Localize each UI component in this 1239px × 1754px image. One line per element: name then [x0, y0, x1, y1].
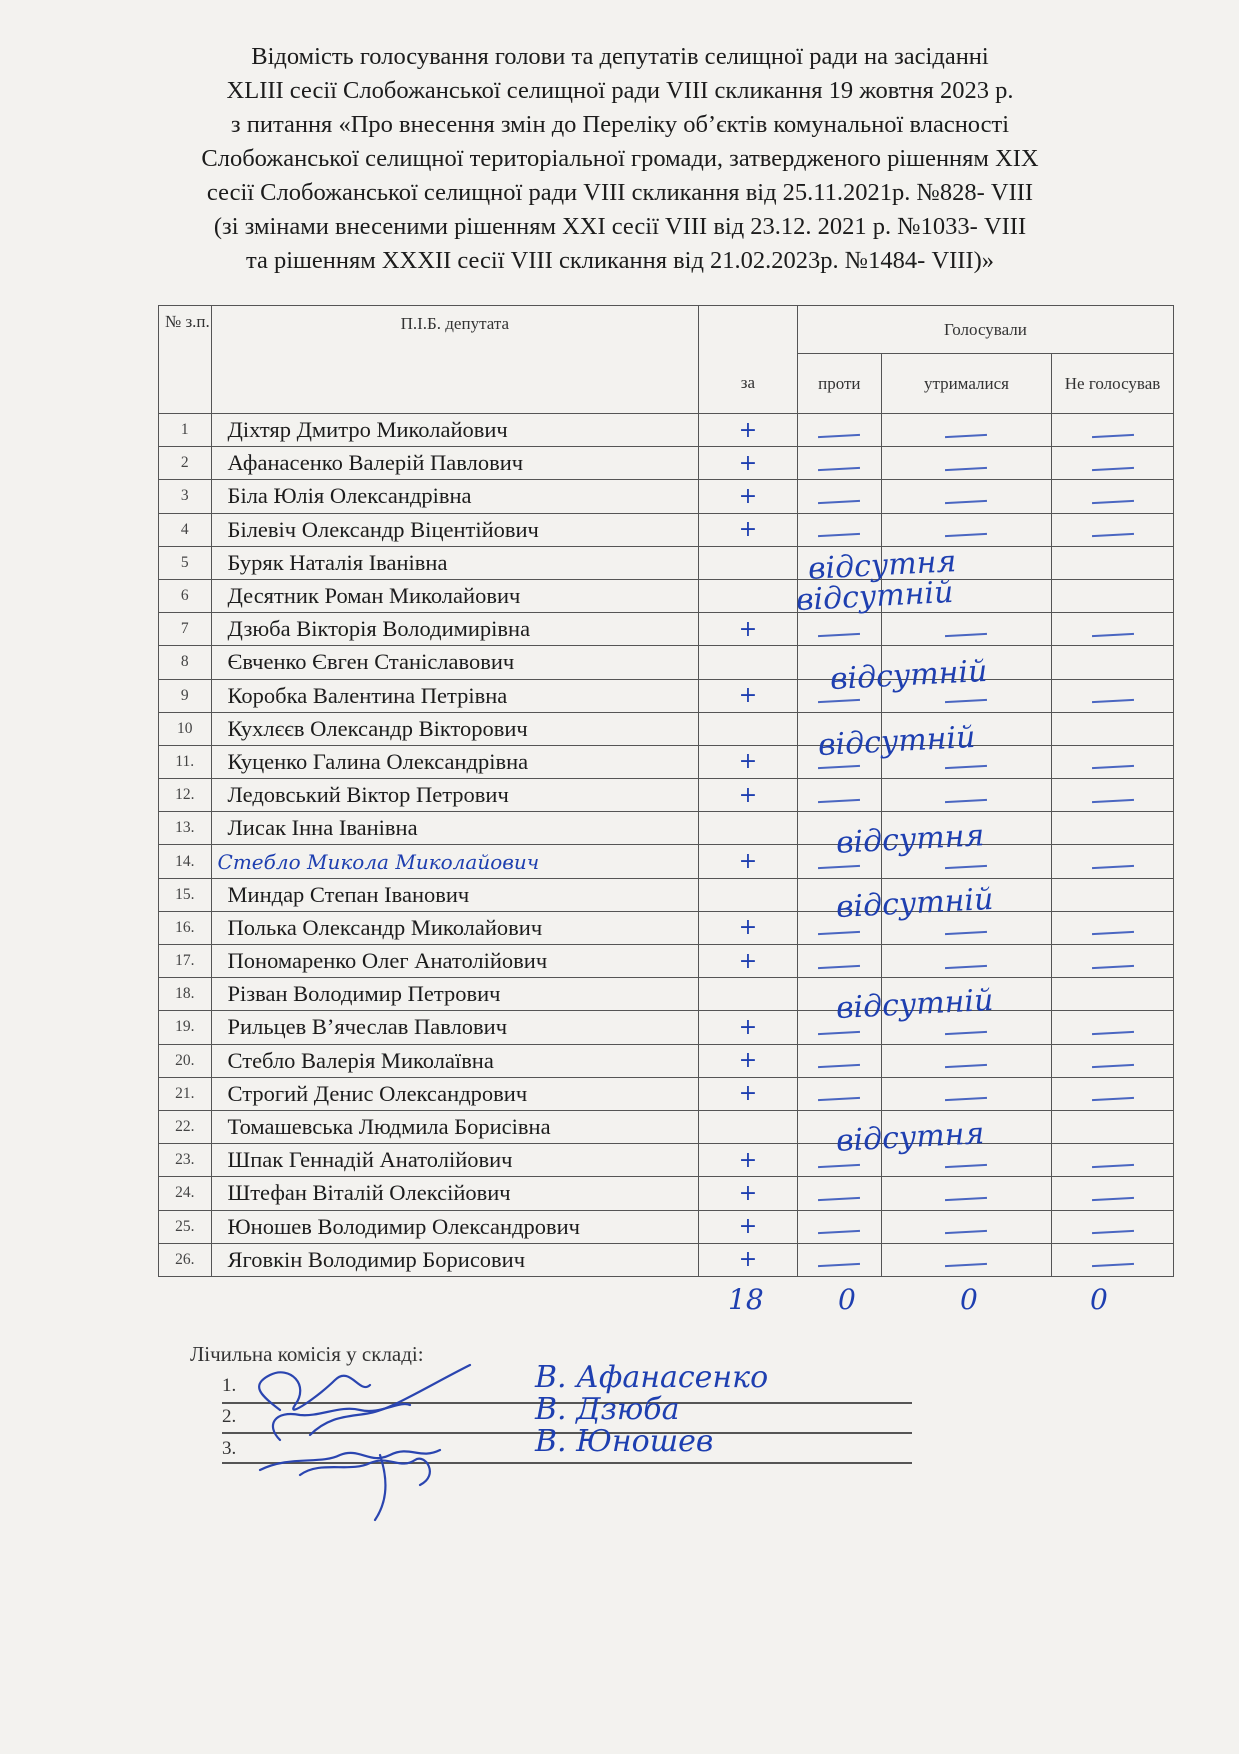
dash-mark — [945, 1031, 987, 1035]
vote-not-voted-cell — [1052, 812, 1174, 845]
absent-note: відсутня — [835, 818, 986, 861]
deputy-name: Томашевська Людмила Борисівна — [211, 1110, 699, 1143]
row-num: 2 — [159, 447, 212, 480]
vote-not-voted-cell — [1052, 579, 1174, 612]
vote-for-cell — [699, 812, 798, 845]
vote-not-voted-cell — [1052, 911, 1174, 944]
deputy-name: Куценко Галина Олександрівна — [211, 745, 699, 778]
dash-mark — [1092, 964, 1134, 968]
deputy-name: Стебло Микола Миколайович — [211, 845, 699, 878]
dash-mark — [1092, 765, 1134, 769]
vote-for-cell — [699, 1144, 798, 1177]
vote-abstained-cell — [881, 447, 1051, 480]
dash-mark — [818, 1164, 860, 1168]
dash-mark — [1092, 1164, 1134, 1168]
vote-against-cell — [797, 1177, 881, 1210]
table-row — [159, 779, 1174, 812]
dash-mark — [1092, 1197, 1134, 1201]
dash-mark — [818, 699, 860, 703]
vote-for-cell — [699, 712, 798, 745]
dash-mark — [945, 964, 987, 968]
vote-not-voted-cell — [1052, 1011, 1174, 1044]
title-line: (зі змінами внесеними рішенням XXI сесії VIII від 23.12. 2021 р. №1033- VIII — [213, 213, 1027, 240]
plus-mark: + — [738, 948, 758, 974]
vote-against-cell — [797, 1044, 881, 1077]
row-num: 7 — [159, 613, 212, 646]
table-row — [159, 513, 1174, 546]
vote-not-voted-cell — [1052, 679, 1174, 712]
plus-mark: + — [738, 1081, 758, 1107]
vote-for-cell — [699, 845, 798, 878]
title-line: XLIII сесії Слобожанської селищної ради VIII скликання 19 жовтня 2023 р. — [226, 77, 1014, 104]
vote-not-voted-cell — [1052, 712, 1174, 745]
row-num: 13. — [159, 812, 212, 845]
total-for: 18 — [728, 1283, 764, 1316]
plus-mark: + — [738, 915, 758, 941]
dash-mark — [945, 765, 987, 769]
commission-label: Лічильна комісія у складі: — [190, 1342, 424, 1366]
row-num: 12. — [159, 779, 212, 812]
table-row — [159, 1177, 1174, 1210]
table-row — [159, 480, 1174, 513]
vote-not-voted-cell — [1052, 480, 1174, 513]
header-num: № з.п. — [159, 306, 212, 414]
plus-mark: + — [738, 616, 758, 642]
vote-for-cell — [699, 414, 798, 447]
table-row — [159, 911, 1174, 944]
vote-not-voted-cell — [1052, 447, 1174, 480]
row-num: 16. — [159, 911, 212, 944]
vote-against-cell — [797, 447, 881, 480]
vote-for-cell — [699, 613, 798, 646]
vote-not-voted-cell — [1052, 779, 1174, 812]
plus-mark: + — [738, 483, 758, 509]
table-row — [159, 878, 1174, 911]
dash-mark — [1092, 467, 1134, 471]
table-row — [159, 845, 1174, 878]
dash-mark — [945, 931, 987, 935]
deputy-name: Буряк Наталія Іванівна — [211, 546, 699, 579]
dash-mark — [945, 1064, 987, 1068]
table-row — [159, 679, 1174, 712]
absent-note: відсутній — [835, 881, 995, 926]
plus-mark: + — [738, 683, 758, 709]
deputy-name: Євченко Євген Станіславович — [211, 646, 699, 679]
vote-table — [158, 305, 1174, 1277]
vote-abstained-cell — [881, 513, 1051, 546]
vote-for-cell — [699, 978, 798, 1011]
vote-abstained-cell — [881, 613, 1051, 646]
deputy-name: Білевіч Олександр Віцентійович — [211, 513, 699, 546]
dash-mark — [1092, 533, 1134, 537]
dash-mark — [1092, 1263, 1134, 1267]
plus-mark: + — [738, 417, 758, 443]
vote-for-cell — [699, 679, 798, 712]
row-num: 10 — [159, 712, 212, 745]
table-row — [159, 1144, 1174, 1177]
plus-mark: + — [738, 749, 758, 775]
header-not-voted: Не голосував — [1052, 354, 1174, 414]
deputy-name: Коробка Валентина Петрівна — [211, 679, 699, 712]
dash-mark — [945, 467, 987, 471]
vote-against-cell — [797, 945, 881, 978]
dash-mark — [1092, 433, 1134, 437]
commission-member-name: В. Дзюба — [535, 1392, 680, 1427]
vote-for-cell — [699, 480, 798, 513]
table-row — [159, 1044, 1174, 1077]
absent-note: відсутній — [817, 719, 977, 764]
plus-mark: + — [738, 517, 758, 543]
dash-mark — [818, 1097, 860, 1101]
row-num: 5 — [159, 546, 212, 579]
vote-for-cell — [699, 646, 798, 679]
row-num: 6 — [159, 579, 212, 612]
plus-mark: + — [738, 849, 758, 875]
deputy-name: Рильцев В’ячеслав Павлович — [211, 1011, 699, 1044]
absent-note: відсутній — [795, 574, 955, 619]
title-line: з питання «Про внесення змін до Переліку об’єктів комунальної власності — [230, 111, 1010, 138]
deputy-name: Пономаренко Олег Анатолійович — [211, 945, 699, 978]
deputy-name: Дзюба Вікторія Володимирівна — [211, 613, 699, 646]
vote-for-cell — [699, 1177, 798, 1210]
vote-for-cell — [699, 546, 798, 579]
dash-mark — [1092, 500, 1134, 504]
vote-abstained-cell — [881, 414, 1051, 447]
vote-for-cell — [699, 1110, 798, 1143]
title-line: Відомість голосування голови та депутатів селищної ради на засіданні — [251, 43, 989, 70]
deputy-name: Штефан Віталій Олексійович — [211, 1177, 699, 1210]
table-row — [159, 546, 1174, 579]
plus-mark: + — [738, 450, 758, 476]
vote-abstained-cell — [881, 779, 1051, 812]
vote-not-voted-cell — [1052, 1044, 1174, 1077]
row-num: 4 — [159, 513, 212, 546]
commission-num: 1. — [222, 1375, 237, 1396]
vote-not-voted-cell — [1052, 646, 1174, 679]
table-row — [159, 613, 1174, 646]
deputy-name: Яговкін Володимир Борисович — [211, 1243, 699, 1276]
vote-for-cell — [699, 447, 798, 480]
deputy-name: Лисак Інна Іванівна — [211, 812, 699, 845]
vote-for-cell — [699, 1210, 798, 1243]
header-for: за — [699, 354, 798, 414]
table-row — [159, 579, 1174, 612]
row-num: 23. — [159, 1144, 212, 1177]
row-num: 17. — [159, 945, 212, 978]
row-num: 15. — [159, 878, 212, 911]
vote-not-voted-cell — [1052, 1077, 1174, 1110]
row-num: 22. — [159, 1110, 212, 1143]
plus-mark: + — [738, 1180, 758, 1206]
dash-mark — [818, 765, 860, 769]
vote-abstained-cell — [881, 1243, 1051, 1276]
dash-mark — [945, 1097, 987, 1101]
row-num: 21. — [159, 1077, 212, 1110]
commission-num: 2. — [222, 1406, 237, 1427]
vote-for-cell — [699, 513, 798, 546]
plus-mark: + — [738, 1214, 758, 1240]
vote-against-cell — [797, 613, 881, 646]
title-line: та рішенням XXXII сесії VIII скликання від 21.02.2023р. №1484- VIII)» — [245, 247, 995, 274]
header-name: П.І.Б. депутата — [211, 306, 699, 414]
vote-against-cell — [797, 1077, 881, 1110]
table-row — [159, 812, 1174, 845]
header-voted: Голосували — [797, 306, 1173, 354]
row-num: 9 — [159, 679, 212, 712]
table-row — [159, 1011, 1174, 1044]
table-row — [159, 1077, 1174, 1110]
dash-mark — [818, 964, 860, 968]
vote-for-cell — [699, 579, 798, 612]
total-abstained: 0 — [960, 1283, 978, 1316]
absent-note: відсутня — [835, 1116, 986, 1159]
dash-mark — [818, 467, 860, 471]
row-num: 1 — [159, 414, 212, 447]
vote-not-voted-cell — [1052, 1110, 1174, 1143]
deputy-name: Афанасенко Валерій Павлович — [211, 447, 699, 480]
dash-mark — [945, 1230, 987, 1234]
vote-for-cell — [699, 1243, 798, 1276]
vote-against-cell — [797, 480, 881, 513]
dash-mark — [818, 1230, 860, 1234]
dash-mark — [1092, 699, 1134, 703]
vote-not-voted-cell — [1052, 945, 1174, 978]
row-num: 14. — [159, 845, 212, 878]
row-num: 20. — [159, 1044, 212, 1077]
vote-not-voted-cell — [1052, 878, 1174, 911]
header-abstained: утрималися — [881, 354, 1051, 414]
dash-mark — [945, 865, 987, 869]
dash-mark — [818, 1263, 860, 1267]
dash-mark — [818, 799, 860, 803]
table-row — [159, 447, 1174, 480]
dash-mark — [1092, 1230, 1134, 1234]
row-num: 18. — [159, 978, 212, 1011]
dash-mark — [945, 1263, 987, 1267]
absent-note: відсутня — [807, 544, 958, 587]
deputy-name: Полька Олександр Миколайович — [211, 911, 699, 944]
vote-not-voted-cell — [1052, 1243, 1174, 1276]
vote-not-voted-cell — [1052, 745, 1174, 778]
vote-not-voted-cell — [1052, 1144, 1174, 1177]
vote-not-voted-cell — [1052, 978, 1174, 1011]
table-row — [159, 646, 1174, 679]
dash-mark — [818, 1197, 860, 1201]
vote-against-cell — [797, 414, 881, 447]
table-row — [159, 414, 1174, 447]
plus-mark: + — [738, 1147, 758, 1173]
deputy-name: Діхтяр Дмитро Миколайович — [211, 414, 699, 447]
table-row — [159, 1110, 1174, 1143]
dash-mark — [1092, 931, 1134, 935]
vote-for-cell — [699, 1077, 798, 1110]
row-num: 11. — [159, 745, 212, 778]
title-line: сесії Слобожанської селищної ради VIII скликання від 25.11.2021р. №828- VIII — [206, 179, 1034, 206]
dash-mark — [818, 1064, 860, 1068]
dash-mark — [945, 1164, 987, 1168]
commission-num: 3. — [222, 1438, 237, 1459]
dash-mark — [818, 1031, 860, 1035]
plus-mark: + — [738, 1048, 758, 1074]
total-against: 0 — [838, 1283, 856, 1316]
dash-mark — [1092, 799, 1134, 803]
total-not-voted: 0 — [1090, 1283, 1108, 1316]
row-num: 26. — [159, 1243, 212, 1276]
vote-for-cell — [699, 1044, 798, 1077]
vote-against-cell — [797, 1210, 881, 1243]
vote-abstained-cell — [881, 945, 1051, 978]
plus-mark: + — [738, 782, 758, 808]
dash-mark — [945, 433, 987, 437]
deputy-name: Миндар Степан Іванович — [211, 878, 699, 911]
dash-mark — [945, 699, 987, 703]
dash-mark — [818, 500, 860, 504]
vote-for-cell — [699, 878, 798, 911]
deputy-name: Кухлєєв Олександр Вікторович — [211, 712, 699, 745]
row-num: 25. — [159, 1210, 212, 1243]
vote-for-cell — [699, 945, 798, 978]
deputy-name: Строгий Денис Олександрович — [211, 1077, 699, 1110]
deputy-name: Стебло Валерія Миколаївна — [211, 1044, 699, 1077]
row-num: 19. — [159, 1011, 212, 1044]
dash-mark — [945, 533, 987, 537]
handwritten-signatures — [240, 1355, 540, 1525]
header-against: проти — [797, 354, 881, 414]
vote-not-voted-cell — [1052, 1177, 1174, 1210]
table-row — [159, 712, 1174, 745]
row-num: 3 — [159, 480, 212, 513]
dash-mark — [1092, 1097, 1134, 1101]
absent-note: відсутній — [835, 982, 995, 1027]
vote-abstained-cell — [881, 1177, 1051, 1210]
dash-mark — [818, 931, 860, 935]
vote-not-voted-cell — [1052, 546, 1174, 579]
vote-abstained-cell — [881, 1210, 1051, 1243]
deputy-name: Біла Юлія Олександрівна — [211, 480, 699, 513]
dash-mark — [945, 500, 987, 504]
deputy-name: Юношев Володимир Олександрович — [211, 1210, 699, 1243]
table-row — [159, 1210, 1174, 1243]
deputy-name: Різван Володимир Петрович — [211, 978, 699, 1011]
dash-mark — [1092, 1064, 1134, 1068]
row-num: 24. — [159, 1177, 212, 1210]
dash-mark — [818, 865, 860, 869]
document-title — [140, 40, 1100, 278]
dash-mark — [945, 799, 987, 803]
dash-mark — [818, 433, 860, 437]
commission-member-name: В. Юношев — [535, 1424, 714, 1459]
vote-for-cell — [699, 779, 798, 812]
deputy-name: Ледовський Віктор Петрович — [211, 779, 699, 812]
vote-abstained-cell — [881, 1044, 1051, 1077]
table-row — [159, 745, 1174, 778]
deputy-name: Шпак Геннадій Анатолійович — [211, 1144, 699, 1177]
plus-mark: + — [738, 1014, 758, 1040]
dash-mark — [1092, 865, 1134, 869]
vote-against-cell — [797, 513, 881, 546]
dash-mark — [818, 533, 860, 537]
row-num: 8 — [159, 646, 212, 679]
dash-mark — [818, 633, 860, 637]
vote-for-cell — [699, 745, 798, 778]
vote-against-cell — [797, 1243, 881, 1276]
vote-not-voted-cell — [1052, 414, 1174, 447]
vote-for-cell — [699, 1011, 798, 1044]
dash-mark — [945, 633, 987, 637]
vote-not-voted-cell — [1052, 1210, 1174, 1243]
table-row — [159, 1243, 1174, 1276]
title-line: Слобожанської селищної територіальної громади, затвердженого рішенням XIX — [201, 145, 1039, 172]
vote-not-voted-cell — [1052, 845, 1174, 878]
deputy-name: Десятник Роман Миколайович — [211, 579, 699, 612]
commission-member-name: В. Афанасенко — [535, 1360, 769, 1395]
dash-mark — [945, 1197, 987, 1201]
dash-mark — [1092, 633, 1134, 637]
vote-not-voted-cell — [1052, 613, 1174, 646]
table-row — [159, 945, 1174, 978]
table-row — [159, 978, 1174, 1011]
vote-abstained-cell — [881, 480, 1051, 513]
vote-abstained-cell — [881, 1077, 1051, 1110]
vote-for-cell — [699, 911, 798, 944]
vote-against-cell — [797, 779, 881, 812]
dash-mark — [1092, 1031, 1134, 1035]
vote-not-voted-cell — [1052, 513, 1174, 546]
plus-mark: + — [738, 1247, 758, 1273]
absent-note: відсутній — [829, 653, 989, 698]
